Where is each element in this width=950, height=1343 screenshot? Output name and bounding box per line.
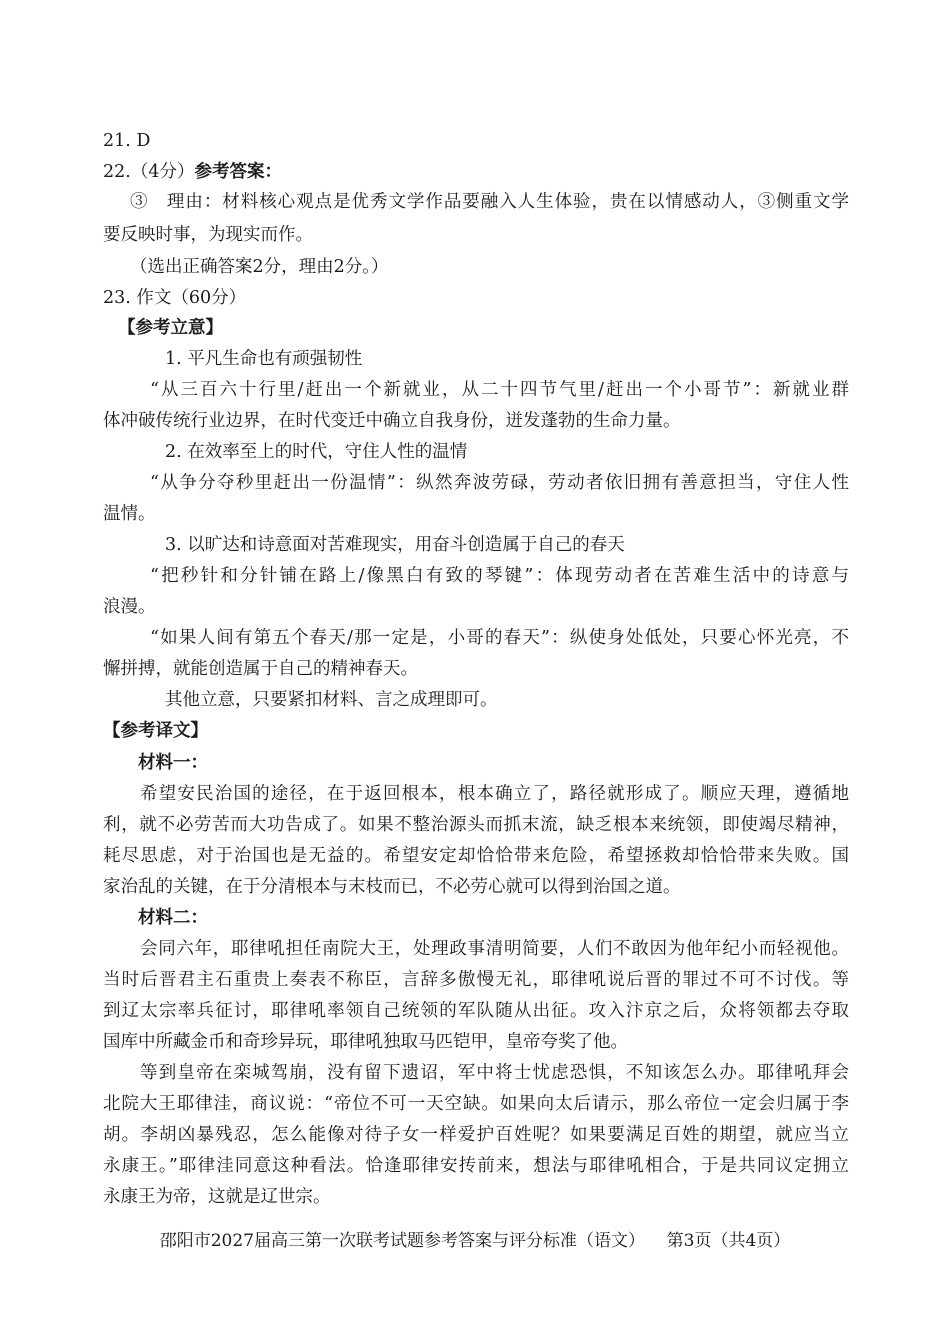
material2-line: 国库中所藏金币和奇珍异玩，耶律吼独取马匹铠甲，皇帝夸奖了他。 (103, 1032, 628, 1052)
translation-section-title: 【参考译文】 (103, 721, 208, 741)
q23-line: “把秒针和分针铺在路上/像黑白有致的琴键”：体现劳动者在苦难生活中的诗意与 (150, 566, 849, 586)
q23-line: “从三百六十行里/赶出一个新就业，从二十四节气里/赶出一个小哥节”：新就业群 (150, 380, 849, 400)
material1-title: 材料一： (138, 753, 208, 773)
q23-line: 懈拼搏，就能创造属于自己的精神春天。 (103, 659, 418, 679)
material2-title: 材料二： (138, 908, 208, 928)
q23-line: “从争分夺秒里赶出一份温情”：纵然奔波劳碌，劳动者依旧拥有善意担当，守住人性 (150, 473, 849, 493)
material1-line: 希望安民治国的途径，在于返回根本，根本确立了，路径就形成了。顺应天理，遵循地 (140, 784, 849, 804)
material2-line: 永康王。”耶律洼同意这种看法。恰逢耶律安抟前来，想法与耶律吼相合，于是共同议定拥立 (103, 1156, 849, 1176)
material2-line: 当时后晋君主石重贵上奏表不称臣，言辞多傲慢无礼，耶律吼说后晋的罪过不可不讨伐。等 (103, 970, 849, 990)
material1-line: 家治乱的关键，在于分清根本与末枝而已，不必劳心就可以得到治国之道。 (103, 877, 681, 897)
material1-line: 利，就不必劳苦而大功告成了。如果不整治源头而抓末流，缺乏根本来统领，即使竭尽精神， (103, 815, 849, 835)
material2-line: 胡。李胡凶暴残忍，怎么能像对待子女一样爱护百姓呢？如果要满足百姓的期望，就应当立 (103, 1125, 849, 1145)
q23-line: 3. 以旷达和诗意面对苦难现实，用奋斗创造属于自己的春天 (165, 535, 625, 555)
q23-line: 温情。 (103, 504, 156, 524)
q22-scoring-note: （选出正确答案2分，理由2分。） (130, 257, 389, 277)
q22-heading (103, 159, 282, 185)
material2-line: 永康王为帝，这就是辽世宗。 (103, 1187, 331, 1207)
q23-section-title: 【参考立意】 (118, 318, 223, 338)
q23-line: 体冲破传统行业边界，在时代变迁中确立自我身份，迸发蓬勃的生命力量。 (103, 411, 681, 431)
footer-title: 邵阳市2027届高三第一次联考试题参考答案与评分标准（语文） (159, 1231, 645, 1251)
q23-line: 2. 在效率至上的时代，守住人性的温情 (165, 442, 468, 462)
page-footer (0, 1228, 950, 1254)
q23-heading: 23. 作文（60分） (103, 288, 247, 308)
material2-line: 等到皇帝在栾城驾崩，没有留下遗诏，军中将士忧虑恐惧，不知该怎么办。耶律吼拜会 (140, 1063, 849, 1083)
q23-line: “如果人间有第五个春天/那一定是，小哥的春天”：纵使身处低处，只要心怀光亮，不 (150, 628, 849, 648)
material2-line: 到辽太宗率兵征讨，耶律吼率领自己统领的军队随从出征。攻入汴京之后，众将领都去夺取 (103, 1001, 849, 1021)
material1-line: 耗尽思虑，对于治国也是无益的。希望安定却恰恰带来危险，希望拯救却恰恰带来失败。国 (103, 846, 849, 866)
q23-line: 1. 平凡生命也有顽强韧性 (165, 349, 363, 369)
footer-page-number: 第3页（共4页） (666, 1231, 791, 1251)
q21-answer: 21. D (103, 131, 151, 151)
q23-line: 浪漫。 (103, 597, 156, 617)
q22-answer-label: 参考答案： (194, 162, 282, 182)
q23-line: 其他立意，只要紧扣材料、言之成理即可。 (165, 690, 498, 710)
material2-line: 北院大王耶律洼，商议说：“帝位不可一天空缺。如果向太后请示，那么帝位一定会归属于李 (103, 1094, 849, 1114)
q22-number: 22.（4分） (103, 162, 195, 182)
q22-answer-line-1: ③ 理由：材料核心观点是优秀文学作品要融入人生体验，贵在以情感动人，③侧重文学 (130, 192, 849, 212)
material2-line: 会同六年，耶律吼担任南院大王，处理政事清明简要，人们不敢因为他年纪小而轻视他。 (140, 939, 849, 959)
q22-answer-line-2: 要反映时事，为现实而作。 (103, 225, 313, 245)
